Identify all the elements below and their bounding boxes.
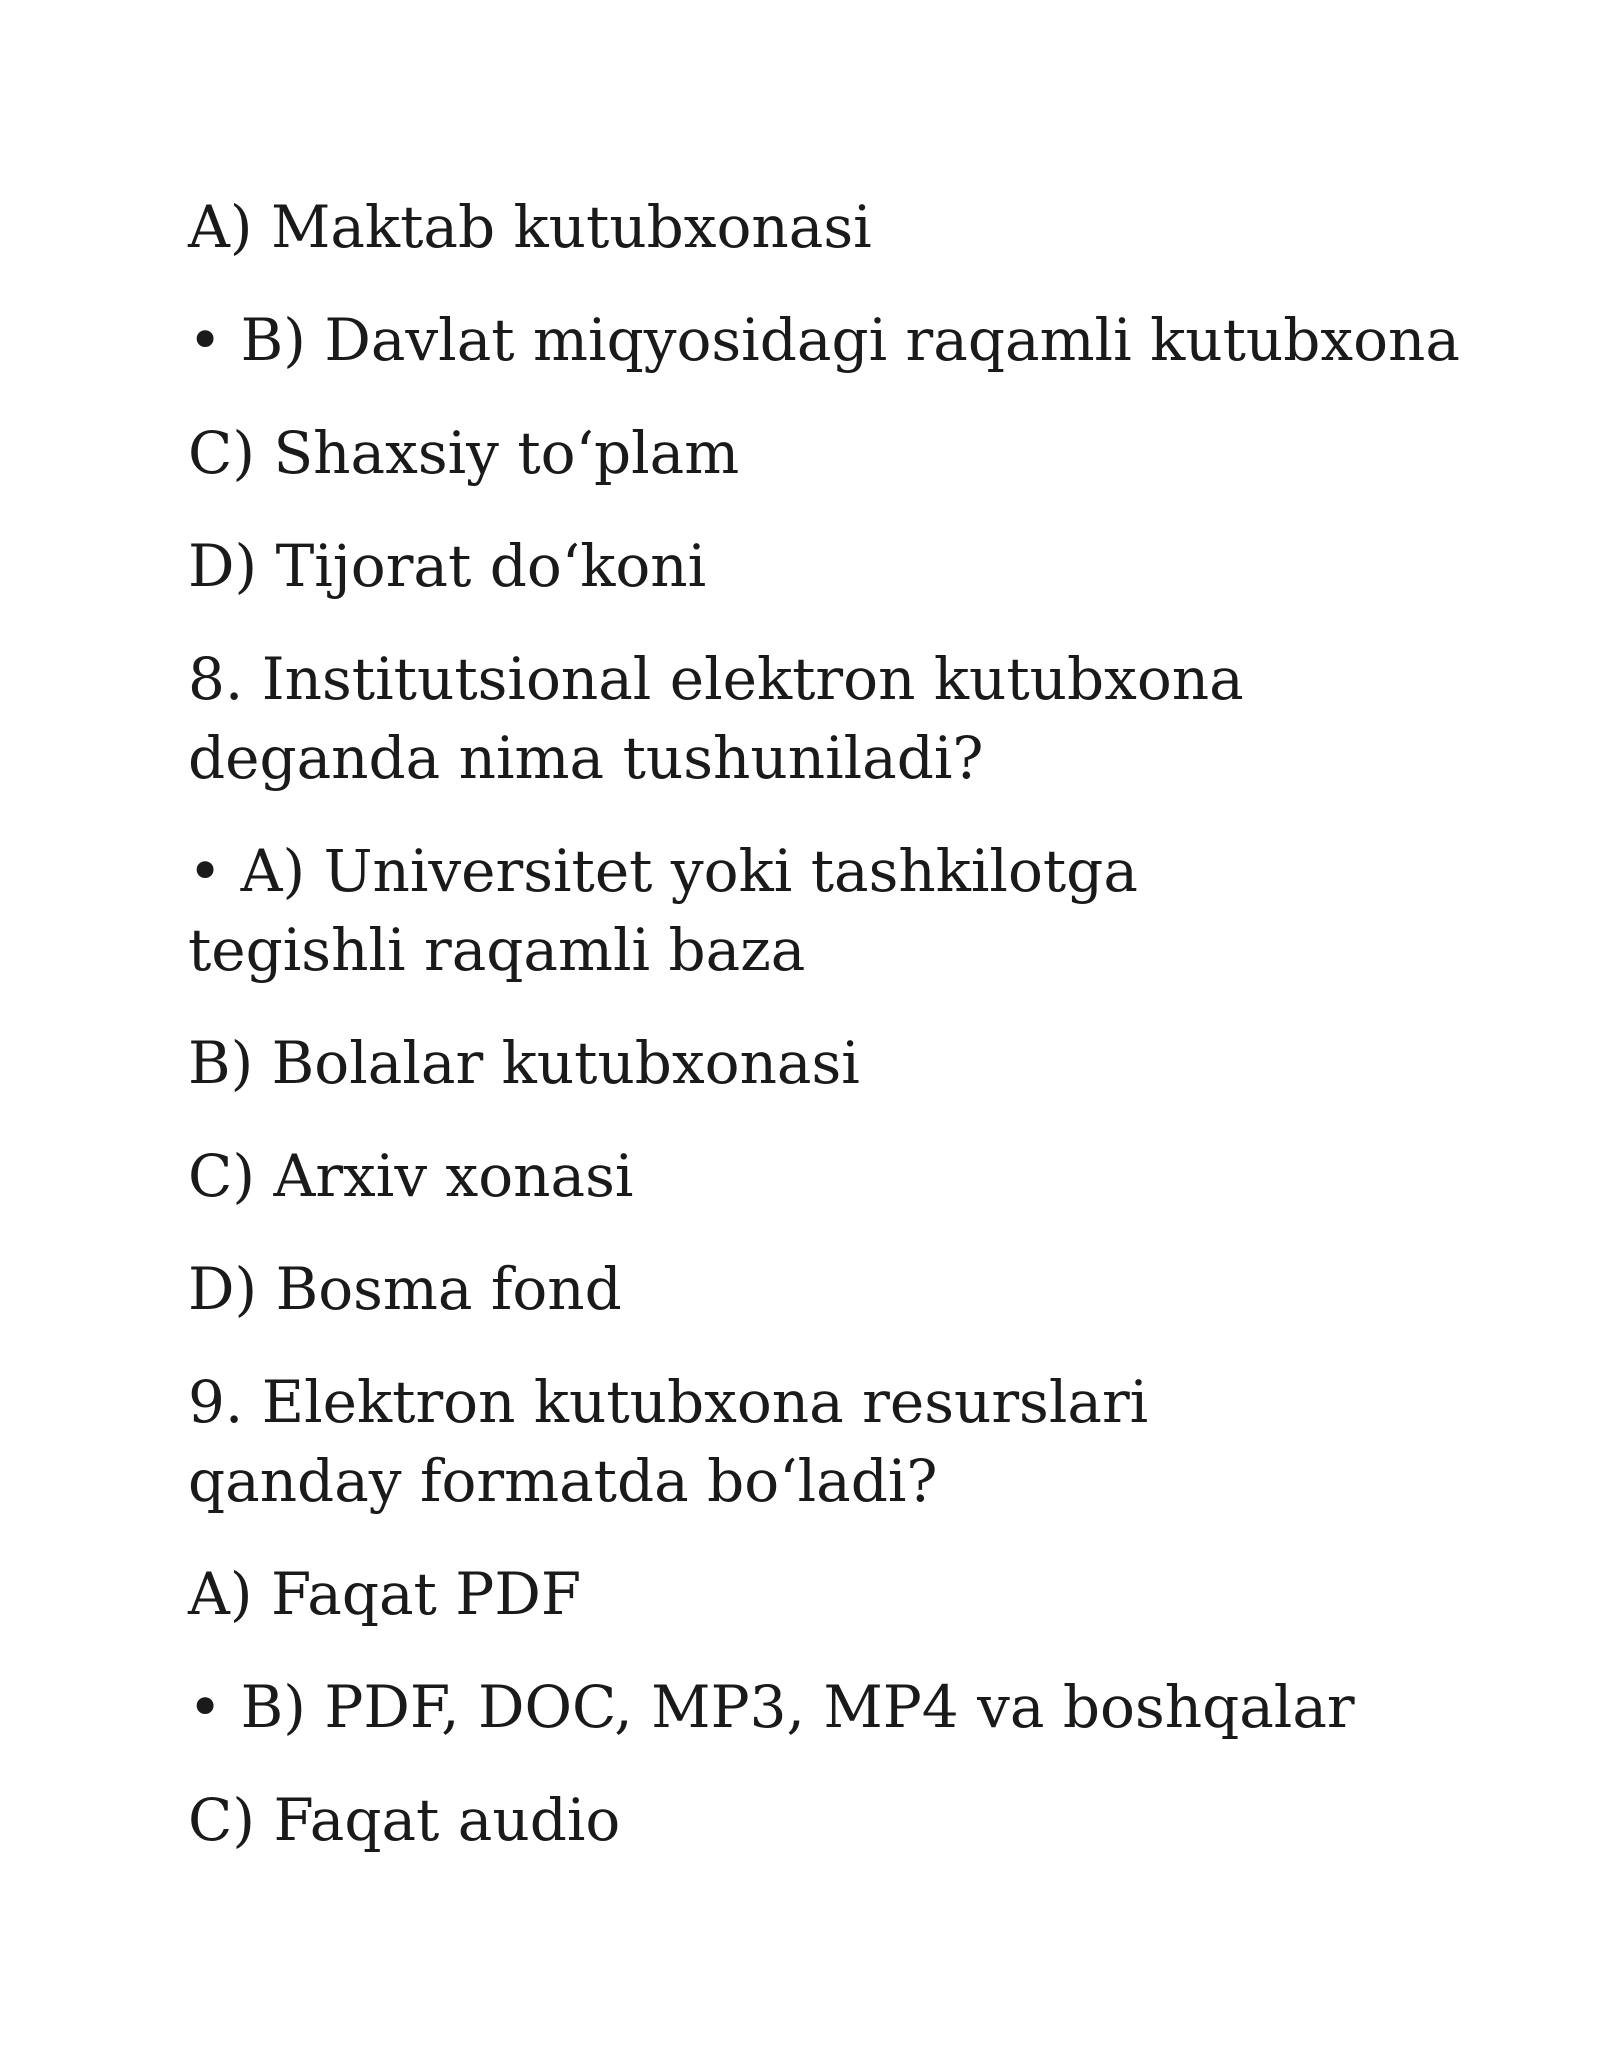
q8-option-c: C) Arxiv xonasi	[188, 1142, 634, 1210]
q7-option-b-correct: • B) Davlat miqyosidagi raqamli kutubxona	[188, 306, 1460, 374]
q7-option-c: C) Shaxsiy to‘plam	[188, 419, 740, 487]
q9-option-a: A) Faqat PDF	[188, 1560, 582, 1628]
q7-option-a: A) Maktab kutubxonasi	[188, 193, 872, 261]
question-9: 9. Elektron kutubxona resurslari qanday formatda bo‘ladi?	[188, 1368, 1149, 1515]
q8-option-b: B) Bolalar kutubxonasi	[188, 1029, 860, 1097]
q7-option-d: D) Tijorat do‘koni	[188, 532, 707, 600]
q9-option-b-correct: • B) PDF, DOC, MP3, MP4 va boshqalar	[188, 1673, 1355, 1741]
q9-option-c: C) Faqat audio	[188, 1786, 621, 1854]
question-8: 8. Institutsional elektron kutubxona deganda nima tushuniladi?	[188, 645, 1244, 792]
document-page	[188, 188, 1488, 1894]
q8-option-a-correct: • A) Universitet yoki tashkilotga tegishli raqamli baza	[188, 837, 1138, 984]
q8-option-d: D) Bosma fond	[188, 1255, 622, 1323]
